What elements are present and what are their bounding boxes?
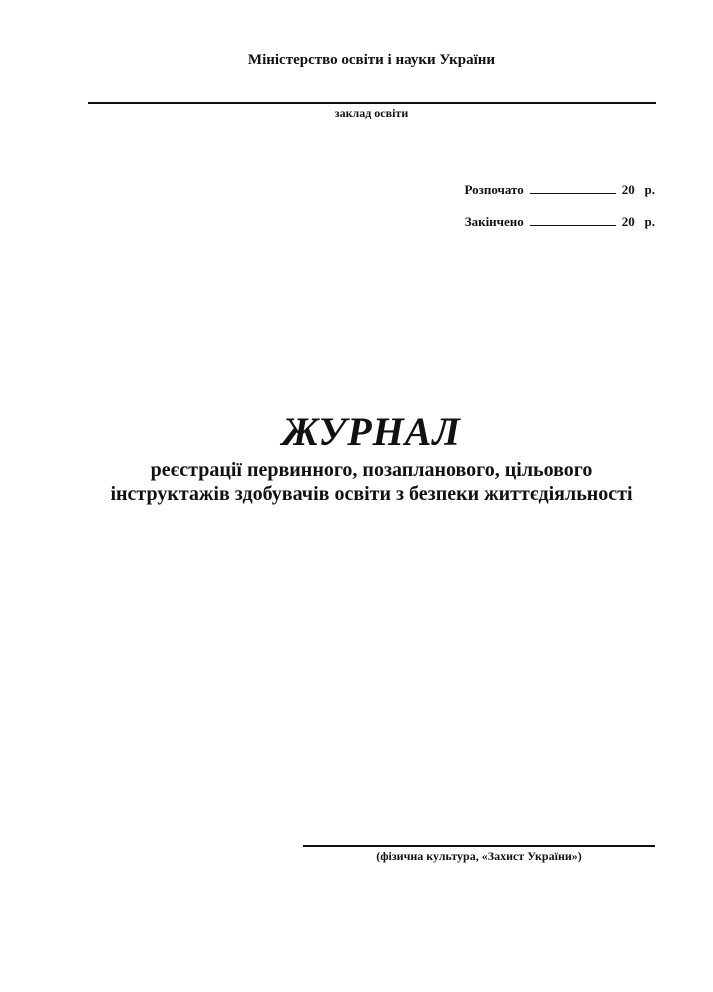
started-label: Розпочато xyxy=(464,182,524,197)
finished-label: Закінчено xyxy=(464,214,524,229)
started-year-prefix: 20 xyxy=(621,182,635,197)
journal-subtitle-line-2: інструктажів здобувачів освіти з безпеки життєдіяльності xyxy=(110,483,633,505)
journal-title: ЖУРНАЛ xyxy=(282,409,461,454)
started-blank-line xyxy=(530,183,616,194)
journal-subtitle-line-1: реєстрації первинного, позапланового, цільового xyxy=(150,459,593,481)
started-year-suffix: р. xyxy=(644,182,655,197)
finished-year-suffix: р. xyxy=(644,214,655,229)
finished-blank-line xyxy=(530,215,616,226)
subject-blank-line xyxy=(303,845,655,847)
ministry-name: Міністерство освіти і науки України xyxy=(247,52,496,68)
finished-year-prefix: 20 xyxy=(621,214,635,229)
subject-caption: (фізична культура, «Захист України») xyxy=(376,849,582,863)
finished-date-row xyxy=(465,214,655,230)
started-date-row xyxy=(465,182,655,198)
institution-caption: заклад освіти xyxy=(334,106,409,120)
institution-blank-line xyxy=(88,102,656,104)
